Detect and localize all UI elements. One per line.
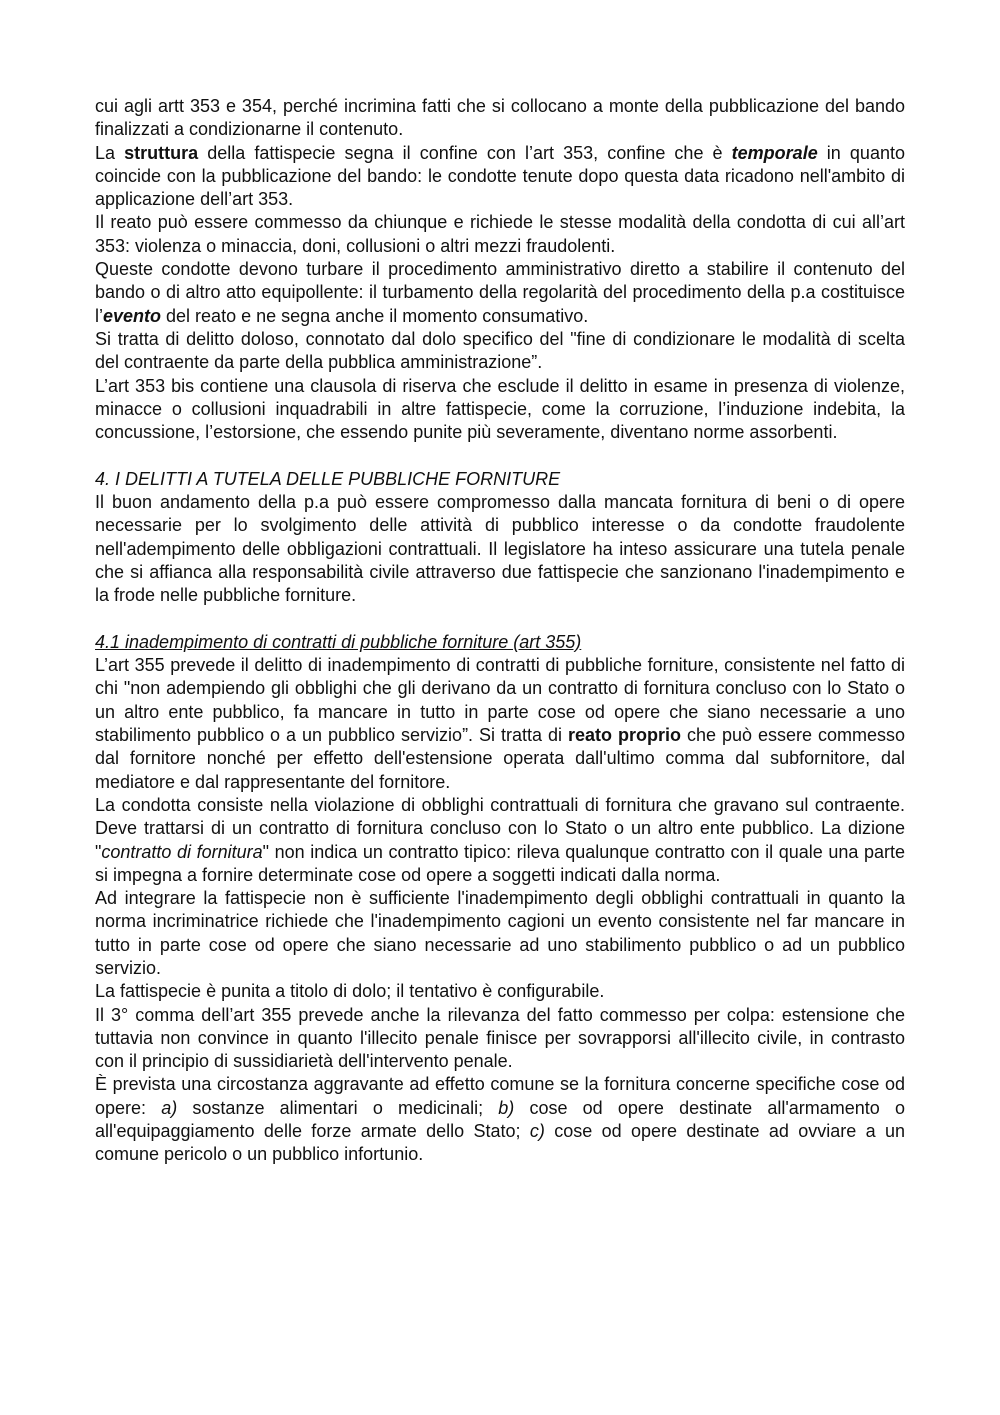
italic-marker-c: c) [529, 1121, 545, 1142]
paragraph-evento [95, 258, 905, 328]
text-run: del reato e ne segna anche il momento consumativo. [161, 305, 589, 326]
text-run: La [95, 142, 125, 163]
italic-term-contratto-di-fornitura: contratto di fornitura [101, 841, 263, 862]
paragraph-dolo-tentativo: La fattispecie è punita a titolo di dolo; il tentativo è configurabile. [95, 981, 605, 1002]
text-run: cose od opere destinate all'armamento o all'equipaggiamento delle forze armate dello Stato; [95, 1097, 905, 1142]
text-run: che può essere commesso dal fornitore nonché per effetto dell'estensione operata dall'ultimo comma dal subfornitore, dal mediatore e dal rappresentante del fornitore. [95, 725, 905, 792]
paragraph-struttura [95, 142, 905, 212]
spacer [95, 608, 905, 631]
section-4-1-heading: 4.1 inadempimento di contratti di pubbliche forniture (art 355) [95, 631, 582, 652]
bold-italic-term-evento: evento [103, 305, 162, 326]
paragraph-evento-fattispecie: Ad integrare la fattispecie non è sufficiente l'inadempimento degli obblighi contrattuali in quanto la norma incriminatrice richiede che l'inadempimento cagioni un evento consistente nel far mancare in tutto in parte cose od opere che siano necessarie ad uno stabilimento pubblico o ad un pubblico servizio. [95, 888, 905, 978]
text-run: È prevista una circostanza aggravante ad effetto comune se la fornitura concerne specifiche cose od opere: [95, 1074, 905, 1118]
text-run: La condotta consiste nella violazione di obblighi contrattuali di fornitura che gravano sul contraente. Deve trattarsi di un contratto di fornitura concluso con lo Stato o un altro ente pubblico. La dizione " [95, 794, 905, 862]
paragraph-dolo-specifico: Si tratta di delitto doloso, connotato dal dolo specifico del "fine di condizionare le modalità di scelta del contraente da parte della pubblica amministrazione”. [95, 328, 905, 373]
section-4-heading: 4. I DELITTI A TUTELA DELLE PUBBLICHE FORNITURE [95, 468, 561, 489]
text-run: Queste condotte devono turbare il procedimento amministrativo diretto a stabilire il contenuto del bando o di altro atto equipollente: il turbamento della regolarità del procedimento della p.a costituisce l’ [95, 259, 905, 326]
paragraph-aggravante [95, 1073, 905, 1166]
paragraph-soggetto-attivo: Il reato può essere commesso da chiunque e richiede le stesse modalità della condotta di cui all’art 353: violenza o minaccia, doni, collusioni o altri mezzi fraudolenti. [95, 212, 905, 256]
spacer [95, 444, 905, 467]
text-run: " non indica un contratto tipico: rileva qualunque contratto con il quale una parte si impegna a fornire determinate cose od opere a soggetti indicati dalla norma. [95, 841, 905, 885]
bold-term-struttura: struttura [124, 142, 199, 163]
paragraph-clausola-riserva: L’art 353 bis contiene una clausola di riserva che esclude il delitto in esame in presenza di violenze, minacce o collusioni inquadrabili in altre fattispecie, come la corruzione, l’induzione indebita, la concussione, l’estorsione, che essendo punite più severamente, diventano norme assorbenti. [95, 375, 905, 443]
text-run: cose od opere destinate ad ovviare a un comune pericolo o un pubblico infortunio. [95, 1121, 905, 1165]
bold-italic-term-temporale: temporale [731, 142, 818, 163]
document-page [95, 95, 905, 1167]
italic-marker-a: a) [161, 1097, 178, 1118]
italic-marker-b: b) [498, 1097, 515, 1118]
paragraph-colpa: Il 3° comma dell’art 355 prevede anche la rilevanza del fatto commesso per colpa: estensione che tuttavia non convince in quanto l'illecito penale finisce per sovrapporsi all'illecito civile, in contrasto con il principio di sussidiarietà dell'intervento penale. [95, 1004, 905, 1072]
paragraph-art355 [95, 654, 905, 794]
bold-term-reato-proprio: reato proprio [568, 725, 681, 746]
section-4-body: Il buon andamento della p.a può essere compromesso dalla mancata fornitura di beni o di opere necessarie per lo svolgimento delle attività di pubblico interesse o da condotte fraudolente nell'adempimento delle obbligazioni contrattuali. Il legislatore ha inteso assicurare una tutela penale che si affianca alla responsabilità civile attraverso due fattispecie che sanzionano l'inadempimento e la frode nelle pubbliche forniture. [95, 492, 905, 606]
paragraph-art354-continuation: cui agli artt 353 e 354, perché incrimina fatti che si collocano a monte della pubblicazione del bando finalizzati a condizionarne il contenuto. [95, 96, 905, 140]
text-run: L’art 355 prevede il delitto di inadempimento di contratti di pubbliche forniture, consistente nel fatto di chi "non adempiendo gli obblighi che gli derivano da un contratto di fornitura concluso con lo Stato o un altro ente pubblico, fa mancare in tutto in parte cose od opere che siano necessarie a uno stabilimento pubblico o a un pubblico servizio”. Si tratta di [95, 655, 905, 746]
text-run: sostanze alimentari o medicinali; [177, 1097, 499, 1118]
text-run: in quanto coincide con la pubblicazione del bando: le condotte tenute dopo questa data ricadono nell'ambito di applicazione dell’art 353. [95, 142, 905, 210]
text-run: della fattispecie segna il confine con l’art 353, confine che è [198, 142, 732, 163]
paragraph-condotta [95, 794, 905, 887]
